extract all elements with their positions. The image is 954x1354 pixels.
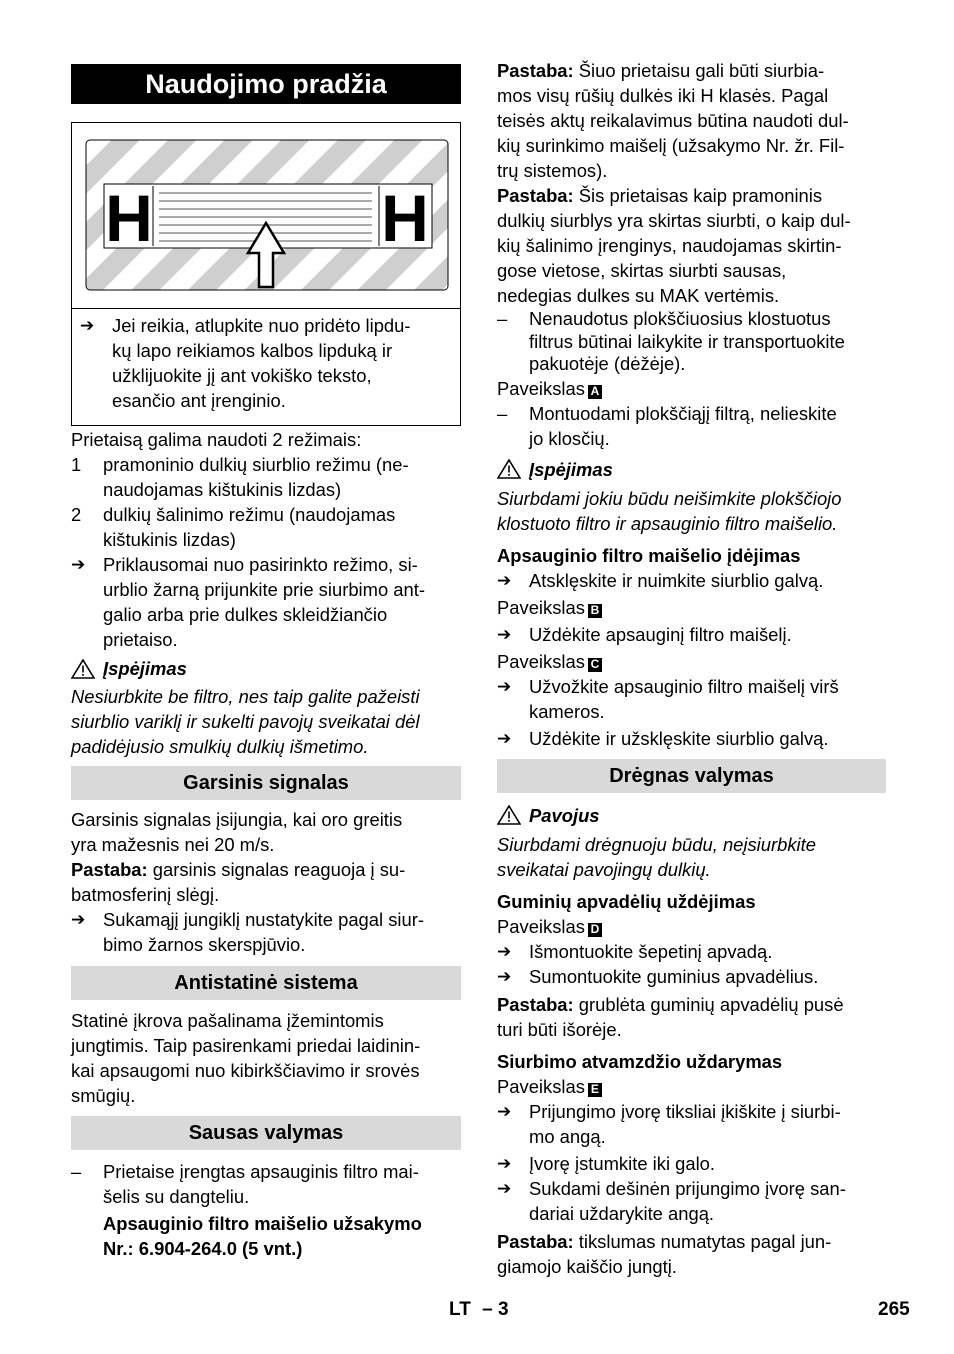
step-line: Užvožkite apsauginio filtro maišelį virš [529,675,839,697]
danger-text [497,832,886,882]
dash-item-2 [497,401,886,451]
note-text: Šiuo prietaisu gali būti siurbia- [573,60,825,81]
note-line: turi būti išorėje. [497,1018,622,1040]
step [497,1151,886,1176]
figure-letter-badge: B [588,604,602,618]
note-line: kų lapo reikiamos kalbos lipduką ir [112,340,393,361]
left-column [71,58,461,1261]
danger-title: Pavojus [529,804,600,826]
note-line: kių surinkimo maišelį (užsakymo Nr. žr. Fil- [497,135,845,156]
note-line: dulkių siurblys yra skirtas siurbti, o kaip dul- [497,210,851,231]
warning-title: Įspėjimas [103,658,187,679]
figure-ref-label: Paveikslas [497,1075,585,1097]
subheading-idejimas: Apsauginio filtro maišelio įdėjimas [497,544,801,566]
warning-title: Įspėjimas [529,458,613,480]
body-line: yra mažesnis nei 20 m/s. [71,834,275,855]
figure-letter-badge: C [588,658,602,672]
note-line: mos visų rūšių dulkės iki H klasės. Pagal [497,85,829,106]
note-label: Pastaba: [497,993,574,1015]
note-text: garsinis signalas reaguoja į su- [147,859,406,880]
right-arrow-icon: ➔ [497,1153,512,1173]
figure-ref-e [497,1074,886,1099]
dash-marker: – [497,402,508,424]
note-text: Šis prietaisas kaip pramoninis [573,185,823,206]
section-garsinis: Garsinis signalas [71,766,461,800]
garsinis-step [71,907,461,957]
antistatine-text [71,1008,461,1108]
right-arrow-icon: ➔ [497,570,512,590]
dash-line: Nenaudotus plokščiuosius klostuotus [529,308,831,329]
section-dregnas: Drėgnas valymas [497,759,886,793]
section-sausas: Sausas valymas [71,1116,461,1150]
mode-line: pramoninio dulkių siurblio režimu (ne- [103,454,409,475]
dash-line: jo klosčių. [529,427,610,449]
figure-letter-badge: D [588,923,602,937]
figure-letter-badge: E [588,1083,602,1097]
note-line [497,58,886,83]
warning-triangle-icon [497,459,521,479]
note-line [497,183,886,208]
note-line: giamojo kaiščio jungtį. [497,1255,677,1277]
dash-marker: – [497,308,508,329]
note-line: gose vietose, skirtas siurbti sausas, [497,260,787,281]
dash-item-1 [497,308,886,376]
step [497,726,886,751]
figure-ref-label: Paveikslas [497,915,585,937]
warning-text [71,684,461,759]
order-line: Apsauginio filtro maišelio užsakymo [103,1213,422,1234]
step-line: prietaiso. [103,629,178,650]
dash-line: Montuodami plokščiąjį filtrą, nelieskite [529,402,837,424]
figure-ref-label: Paveikslas [497,377,585,399]
mode-item-1 [71,452,461,502]
note-line: nedegias dulkes su MAK vertėmis. [497,285,780,306]
warning-line: klostuoto filtro ir apsauginio filtro maišelio. [497,512,838,534]
note-label: Pastaba: [71,859,148,880]
mode-number: 2 [71,504,82,525]
footer-local-page [449,1297,509,1322]
sticker-note [72,309,460,425]
dash-line: pakuotėje (dėžėje). [529,353,686,374]
note-label: Pastaba: [497,1230,574,1252]
note-line [497,1229,886,1254]
dash-line: šelis su dangteliu. [103,1186,250,1207]
step [497,1099,886,1149]
warning-line: siurblio variklį ir sukelti pavojų sveikatai dėl [71,711,420,732]
section-antistatine: Antistatinė sistema [71,966,461,1000]
connect-step [71,552,461,652]
step-line: dariai uždarykite angą. [529,1202,715,1224]
note-label: Pastaba: [497,185,574,206]
note-text: grublėta guminių apvadėlių pusė [573,993,844,1015]
step-line: Išmontuokite šepetinį apvadą. [529,940,773,962]
mode-number: 1 [71,454,82,475]
mode-line: dulkių šalinimo režimu (naudojamas [103,504,396,525]
dash-line: filtrus būtinai laikykite ir transportuokite [529,330,845,352]
body-line: Garsinis signalas įsijungia, kai oro greitis [71,809,403,830]
step-line: Įvorę įstumkite iki galo. [529,1152,716,1174]
sticker-letter-left: H [105,181,153,255]
figure-ref-a [497,376,886,401]
footer-language: LT [449,1299,471,1320]
figure-ref-label: Paveikslas [497,650,585,672]
note-line: Jei reikia, atlupkite nuo pridėto lipdu- [112,315,411,336]
dash-line: Prietaise įrengtas apsauginis filtro mai- [103,1161,419,1182]
garsinis-text [71,807,461,907]
step-line: mo angą. [529,1125,606,1147]
subheading-uzdarymas: Siurbimo atvamzdžio uždarymas [497,1050,783,1072]
right-arrow-icon: ➔ [497,676,512,696]
step-line: kameros. [529,700,605,722]
step-line: galio arba prie dulkes skleidžiančio [103,604,388,625]
danger-heading [497,803,886,828]
dash-marker: – [71,1161,82,1182]
warning-triangle-icon [71,659,95,679]
step-line: Prijungimo įvorę tiksliai įkiškite į siurbi- [529,1100,841,1122]
right-arrow-icon: ➔ [497,728,512,748]
warning-line: padidėjusio smulkių dulkių išmetimo. [71,736,369,757]
note-line [71,857,461,882]
warning-heading [497,457,886,482]
warning-text [497,486,886,536]
right-arrow-icon: ➔ [71,555,86,574]
body-line: kai apsaugomi nuo kibirkščiavimo ir srovės [71,1060,420,1081]
figure-ref-label: Paveikslas [497,596,585,618]
mode-line: kištukinis lizdas) [103,529,236,550]
page-title: Naudojimo pradžia [71,64,461,104]
note-label: Pastaba: [497,60,574,81]
footer-section-page: – 3 [482,1299,509,1320]
step [497,964,886,989]
mode-line: naudojamas kištukinis lizdas) [103,479,342,500]
figure-ref-d [497,914,886,939]
subheading-guminiu: Guminių apvadėlių uždėjimas [497,890,756,912]
step-line: Priklausomai nuo pasirinkto režimo, si- [103,554,418,575]
note-line: batmosferinį slėgį. [71,884,220,905]
warning-line: Nesiurbkite be filtro, nes taip galite pažeisti [71,686,420,707]
step [497,1176,886,1226]
danger-line: Siurbdami drėgnuoju būdu, neįsiurbkite [497,833,816,855]
step-line: bimo žarnos skerspjūvio. [103,934,306,955]
right-arrow-icon: ➔ [497,941,512,961]
sticker-illustration [72,123,460,309]
sticker-letter-right: H [381,181,429,255]
step-line: Uždėkite ir užsklęskite siurblio galvą. [529,727,829,749]
step-line: Uždėkite apsauginį filtro maišelį. [529,623,792,645]
note-line: teisės aktų reikalavimus būtina naudoti dul- [497,110,849,131]
right-column [497,58,886,1279]
body-line: jungtimis. Taip pasirenkami priedai laidinin- [71,1035,421,1056]
warning-heading [71,656,461,681]
figure-letter-badge: A [588,385,602,399]
right-arrow-icon: ➔ [497,624,512,644]
danger-line: sveikatai pavojingų dulkių. [497,858,711,880]
step-line: urblio žarną prijunkite prie siurbimo ant- [103,579,425,600]
note-line: trų sistemos). [497,160,608,181]
mode-item-2 [71,502,461,552]
step [497,674,886,724]
order-line: Nr.: 6.904-264.0 (5 vnt.) [103,1238,303,1259]
sticker-figure [71,122,461,426]
right-arrow-icon: ➔ [497,1178,512,1198]
warning-line: Siurbdami jokiu būdu neišimkite plokščiojo [497,487,842,509]
figure-ref-c [497,649,886,674]
step [497,939,886,964]
note-line: užklijuokite jį ant vokiško teksto, [112,365,372,386]
right-arrow-icon: ➔ [497,1101,512,1121]
right-arrow-icon: ➔ [497,966,512,986]
step-line: Sukamąjį jungiklį nustatykite pagal siur- [103,909,424,930]
footer-page-number: 265 [878,1299,910,1320]
figure-ref-b [497,595,886,620]
warning-triangle-icon [497,805,521,825]
modes-intro: Prietaisą galima naudoti 2 režimais: [71,429,362,450]
note-line: kių šalinimo įrenginys, naudojamas skirtin- [497,235,842,256]
note-text: tikslumas numatytas pagal jun- [573,1230,832,1252]
note-line [497,992,886,1017]
right-arrow-icon: ➔ [80,316,95,335]
step [497,568,886,593]
right-arrow-icon: ➔ [71,910,86,929]
step [497,622,886,647]
step-line: Atsklęskite ir nuimkite siurblio galvą. [529,569,824,591]
step-line: Sukdami dešinėn prijungimo įvorę san- [529,1177,846,1199]
body-line: Statinė įkrova pašalinama įžemintomis [71,1010,384,1031]
sticker-image [72,123,460,308]
sausas-dash-item [71,1159,461,1261]
note-line: esančio ant įrenginio. [112,390,286,411]
step-line: Sumontuokite guminius apvadėlius. [529,965,819,987]
body-line: smūgių. [71,1085,136,1106]
